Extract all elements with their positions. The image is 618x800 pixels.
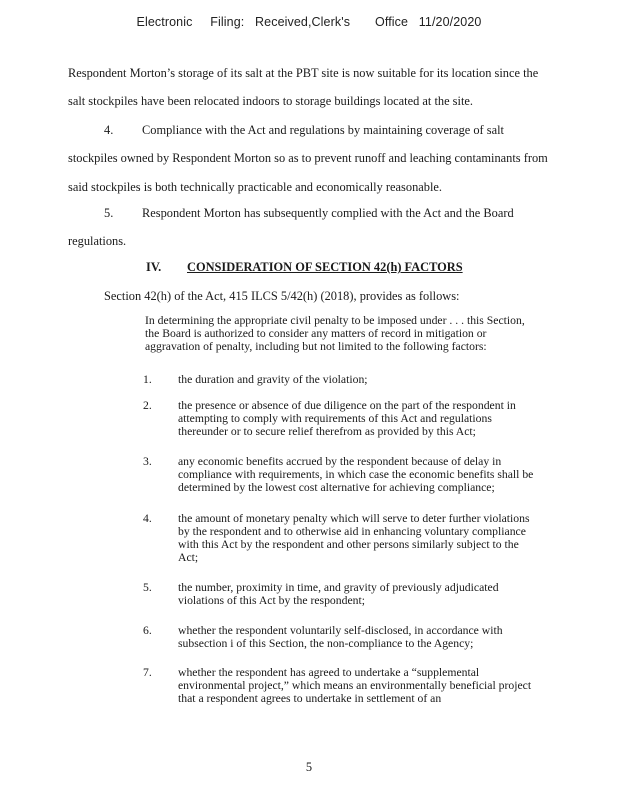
factor-text: whether the respondent has agreed to undertake a “supplemental environmental project,” which means an environmentally beneficial project that a respondent agrees to undertake in settlement of an <box>178 666 532 705</box>
section-number: IV. <box>146 260 162 274</box>
paragraph-number: 5. <box>104 206 114 220</box>
paragraph-line: salt stockpiles have been relocated indoors to storage buildings located at the site. <box>68 94 473 108</box>
factor-text: the presence or absence of due diligence on the part of the respondent in attempting to comply with requirements of this Act and regulations thereunder or to secure relief therefrom as provided by this Act; <box>178 399 516 438</box>
section-title: CONSIDERATION OF SECTION 42(h) FACTORS <box>187 260 463 274</box>
paragraph-line: said stockpiles is both technically practicable and economically reasonable. <box>68 180 442 194</box>
factor-text: the duration and gravity of the violation; <box>178 373 368 386</box>
paragraph-line: Respondent Morton’s storage of its salt at the PBT site is now suitable for its location since the <box>68 66 539 80</box>
section-intro: Section 42(h) of the Act, 415 ILCS 5/42(h) (2018), provides as follows: <box>104 289 460 303</box>
block-quote-intro: In determining the appropriate civil penalty to be imposed under . . . this Section, the Board is authorized to consider any matters of record in mitigation or aggravation of penalty, including but not limited to the following factors: <box>145 314 525 353</box>
paragraph-line: Respondent Morton has subsequently complied with the Act and the Board <box>142 206 514 220</box>
factor-text: the amount of monetary penalty which will serve to deter further violations by the respondent and to otherwise aid in enhancing voluntary compliance with this Act by the respondent and other persons similarly subject to the Act; <box>178 512 530 564</box>
factor-number: 5. <box>143 581 152 594</box>
paragraph-line: Compliance with the Act and regulations by maintaining coverage of salt <box>142 123 504 137</box>
paragraph-line: stockpiles owned by Respondent Morton so as to prevent runoff and leaching contaminants from <box>68 151 548 165</box>
paragraph-line: regulations. <box>68 234 127 248</box>
page-number: 5 <box>305 760 313 774</box>
factor-number: 6. <box>143 624 152 637</box>
factor-text: whether the respondent voluntarily self-disclosed, in accordance with subsection i of this Section, the non-compliance to the Agency; <box>178 624 503 650</box>
paragraph-number: 4. <box>104 123 114 137</box>
factor-number: 2. <box>143 399 152 412</box>
factor-number: 3. <box>143 455 152 468</box>
factor-number: 1. <box>143 373 152 386</box>
factor-number: 4. <box>143 512 152 525</box>
factor-text: any economic benefits accrued by the respondent because of delay in compliance with requirements, in which case the economic benefits shall be determined by the lowest cost alternative for achieving compliance; <box>178 455 534 494</box>
factor-text: the number, proximity in time, and gravity of previously adjudicated violations of this Act by the respondent; <box>178 581 499 607</box>
filing-stamp: Electronic Filing: Received,Clerk's Office 11/20/2020 <box>136 15 482 29</box>
factor-number: 7. <box>143 666 152 679</box>
